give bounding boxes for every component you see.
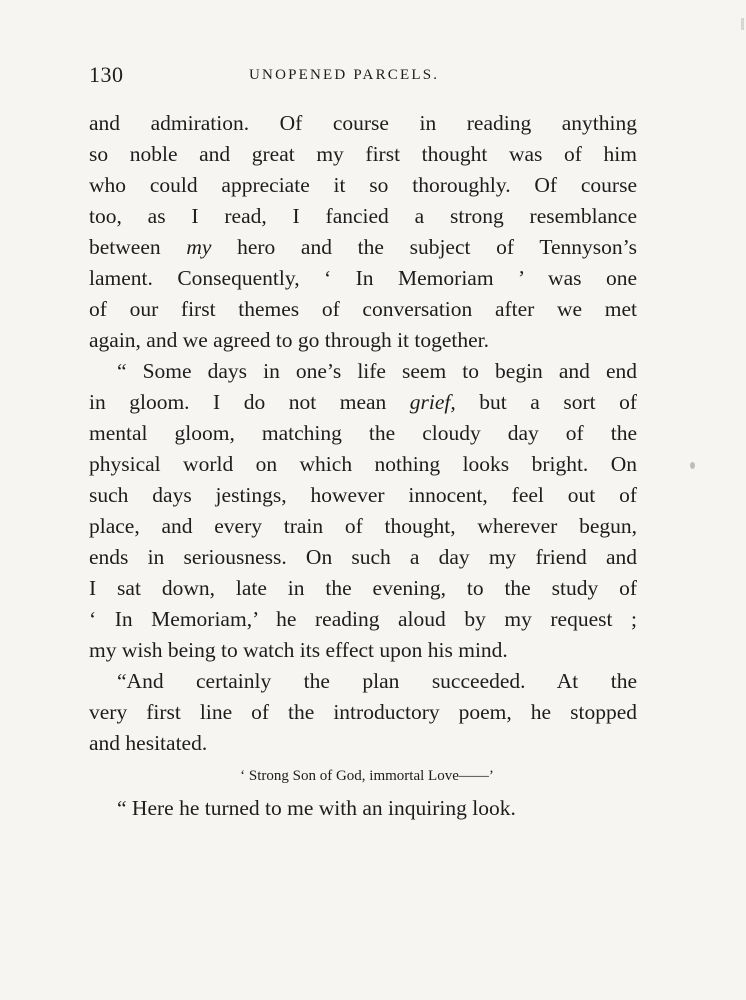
text-line: very first line of the introductory poem, he stopped [89,700,637,724]
text-line [89,387,637,418]
text-segment: in gloom. I do not mean [89,390,410,414]
text-line: I sat down, late in the evening, to the study of [89,576,637,600]
text-line: such days jestings, however innocent, feel out of [89,483,637,507]
page-number: 130 [89,62,124,87]
text-line: too, as I read, I fancied a strong resemblance [89,204,637,228]
text-line: physical world on which nothing looks bright. On [89,452,637,476]
text-line [89,232,637,263]
text-line: and admiration. Of course in reading anything [89,111,637,135]
page-header [89,62,639,90]
text-line: “And certainly the plan succeeded. At the [117,669,637,693]
text-line: place, and every train of thought, wherever begun, [89,514,637,538]
text-segment: but a sort of [455,390,637,414]
text-segment: hero and the subject of Tennyson’s [211,235,637,259]
body-text [89,108,637,824]
italic-text: my [186,235,212,259]
text-line: so noble and great my first thought was of him [89,142,637,166]
text-line: mental gloom, matching the cloudy day of the [89,421,637,445]
text-line: ‘ In Memoriam,’ he reading aloud by my request ; [89,607,637,631]
text-line: who could appreciate it so thoroughly. Of course [89,173,637,197]
text-line: my wish being to watch its effect upon his mind. [89,638,508,662]
text-line: and hesitated. [89,731,208,755]
text-line: lament. Consequently, ‘ In Memoriam ’ was one [89,266,637,290]
text-line: “ Some days in one’s life seem to begin and end [117,359,637,383]
verse-quotation: ‘ Strong Son of God, immortal Love——’ [240,768,494,784]
page-edge-mark [741,18,744,30]
text-segment: between [89,235,187,259]
text-line: of our first themes of conversation after we met [89,297,637,321]
italic-text: grief, [409,390,456,414]
text-line: ends in seriousness. On such a day my friend and [89,545,637,569]
page-speck [690,462,695,469]
text-line: “ Here he turned to me with an inquiring look. [117,796,516,820]
text-line: again, and we agreed to go through it together. [89,328,490,352]
running-title: UNOPENED PARCELS. [249,67,440,83]
